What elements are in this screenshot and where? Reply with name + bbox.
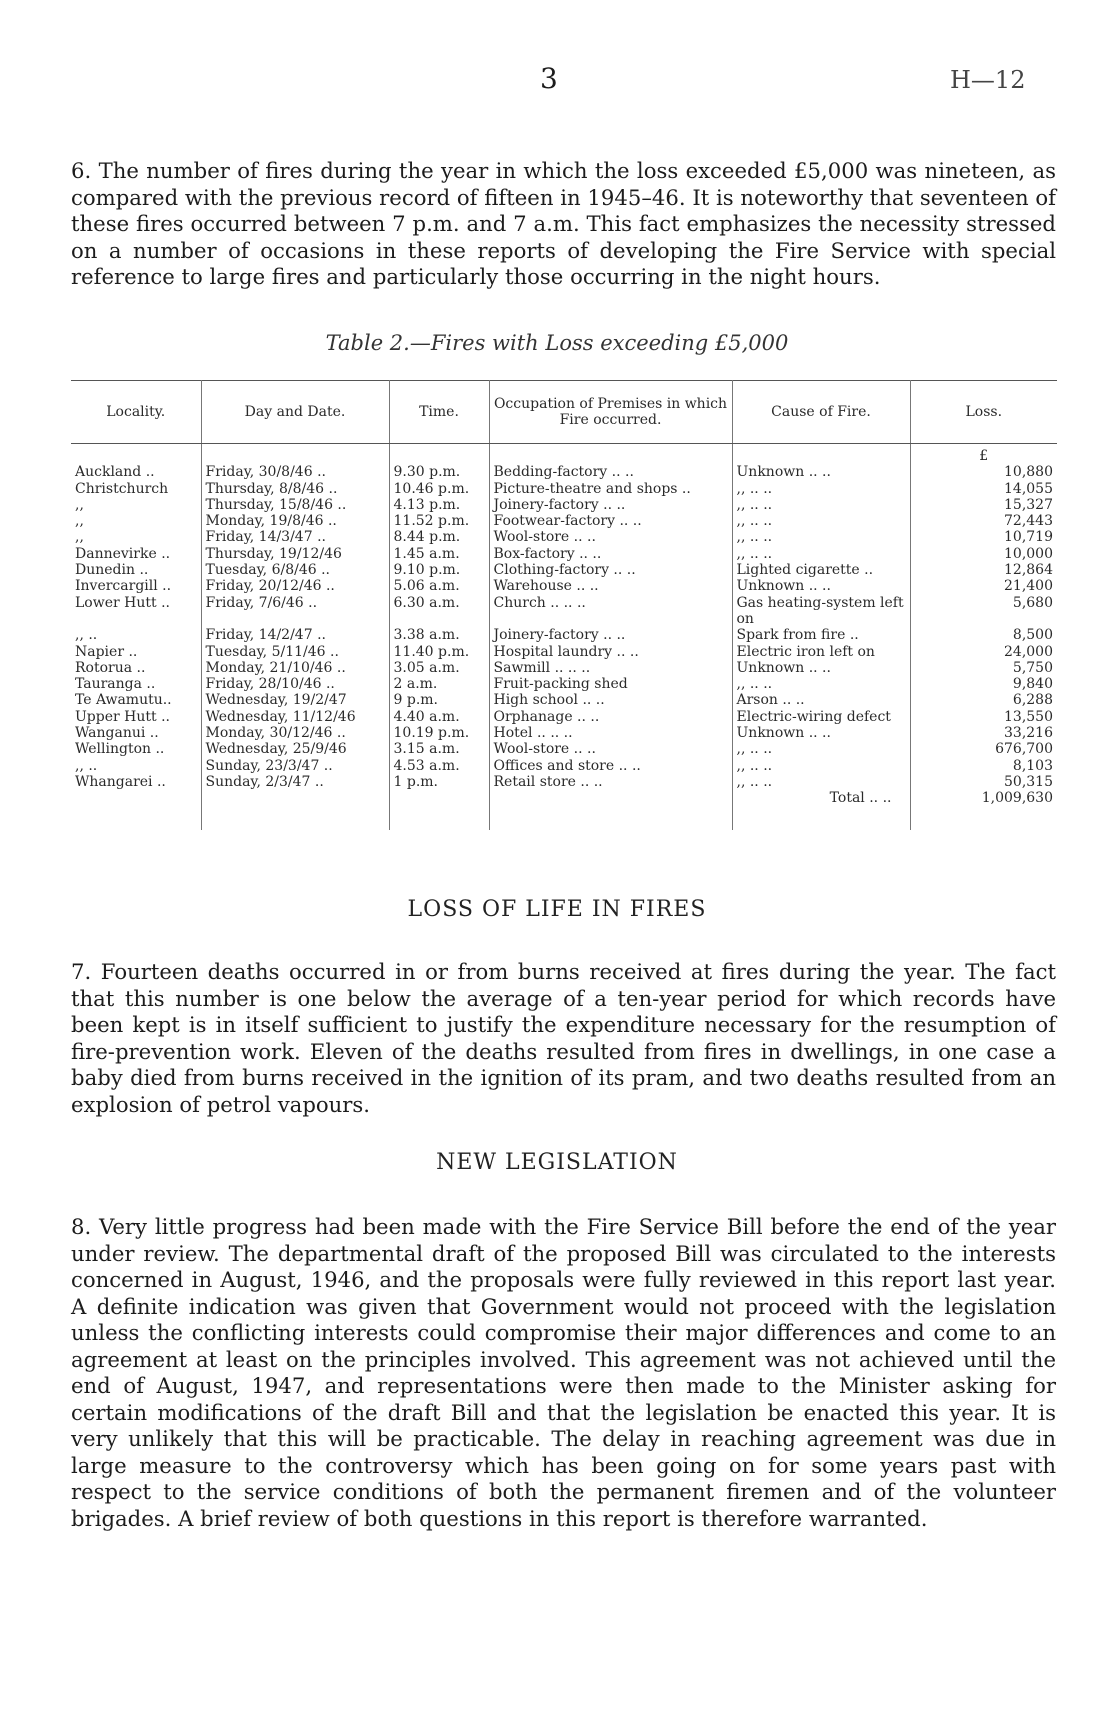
cell-date: Friday, 20/12/46 .. [201,578,389,594]
cell-time: 11.40 p.m. [389,644,489,660]
cell-occupation: Bedding-factory .. .. [489,464,732,480]
cell-cause: Gas heating-system left on [732,595,910,628]
currency-symbol: £ [910,444,1057,465]
cell-locality: Upper Hutt .. [75,708,170,725]
page-number: 3 [540,62,558,95]
cell-locality: Wellington .. [75,741,165,758]
cell-locality: Invercargill .. [75,578,172,595]
currency-row [71,444,1057,465]
header-cause: Cause of Fire. [732,381,910,444]
cell-cause: ,, .. .. [732,758,910,774]
cell-date: Friday, 7/6/46 .. [201,595,389,628]
table-row [71,741,1057,757]
cell-time: 4.53 a.m. [389,758,489,774]
cell-cause: Unknown .. .. [732,725,910,741]
cell-date: Thursday, 19/12/46 [201,546,389,562]
cell-loss: 5,750 [910,660,1057,676]
cell-loss: 10,000 [910,546,1057,562]
cell-occupation: Joinery-factory .. .. [489,497,732,513]
table-row [71,481,1057,497]
cell-loss: 676,700 [910,741,1057,757]
cell-time: 9.10 p.m. [389,562,489,578]
cell-date: Sunday, 2/3/47 .. [201,774,389,790]
cell-occupation: Sawmill .. .. .. [489,660,732,676]
cell-loss: 12,864 [910,562,1057,578]
cell-time: 3.15 a.m. [389,741,489,757]
cell-locality: ,, [75,496,84,513]
cell-loss: 8,500 [910,627,1057,643]
cell-occupation: Orphanage .. .. [489,709,732,725]
table-row [71,660,1057,676]
cell-cause: Unknown .. .. [732,464,910,480]
cell-date: Wednesday, 19/2/47 [201,692,389,708]
cell-locality: Tauranga .. [75,676,156,693]
table-row [71,529,1057,545]
total-row [71,790,1057,830]
table-caption: Table 2.—Fires with Loss exceeding £5,000 [325,331,789,355]
cell-loss: 6,288 [910,692,1057,708]
cell-time: 6.30 a.m. [389,595,489,628]
table-row [71,644,1057,660]
cell-time: 4.13 p.m. [389,497,489,513]
table-row [71,546,1057,562]
table-row [71,758,1057,774]
cell-time: 2 a.m. [389,676,489,692]
cell-cause: ,, .. .. [732,741,910,757]
cell-locality: Rotorua .. [75,659,146,676]
cell-date: Monday, 30/12/46 .. [201,725,389,741]
cell-locality: Dannevirke .. [75,545,171,562]
cell-cause: Electric iron left on [732,644,910,660]
table-row [71,774,1057,790]
cell-occupation: Picture-theatre and shops .. [489,481,732,497]
cell-locality: Dunedin .. [75,562,149,579]
header-time: Time. [389,381,489,444]
cell-locality: Christchurch [75,480,169,497]
header-loss: Loss. [910,381,1057,444]
cell-locality: Napier .. [75,643,138,660]
cell-date: Tuesday, 5/11/46 .. [201,644,389,660]
paragraph-6: 6. The number of fires during the year in which the loss exceeded £5,000 was nineteen, as compared with the previous record of fifteen in 1945–46. It is noteworthy that seventeen of these fires occurred between 7 p.m. and 7 a.m. This fact emphasizes the necessity stressed on a number of occasions in these reports of developing the Fire Service with special reference to large fires and particularly those occurring in the night hours. [71,158,1056,290]
cell-occupation: Hotel .. .. .. [489,725,732,741]
cell-loss: 33,216 [910,725,1057,741]
document-code: H—12 [950,66,1026,94]
cell-loss: 8,103 [910,758,1057,774]
table-row [71,497,1057,513]
cell-cause: ,, .. .. [732,774,910,790]
cell-time: 1.45 a.m. [389,546,489,562]
cell-time: 1 p.m. [389,774,489,790]
table-row [71,513,1057,529]
cell-cause: Arson .. .. [732,692,910,708]
cell-date: Monday, 19/8/46 .. [201,513,389,529]
cell-cause: Unknown .. .. [732,578,910,594]
cell-date: Friday, 28/10/46 .. [201,676,389,692]
table-row [71,725,1057,741]
heading-loss-of-life: LOSS OF LIFE IN FIRES [407,897,707,922]
cell-time: 4.40 a.m. [389,709,489,725]
cell-loss: 21,400 [910,578,1057,594]
table-row [71,595,1057,628]
cell-date: Wednesday, 11/12/46 [201,709,389,725]
table-row [71,627,1057,643]
table-row [71,562,1057,578]
cell-loss: 9,840 [910,676,1057,692]
cell-loss: 15,327 [910,497,1057,513]
cell-locality: ,, .. [75,757,98,774]
cell-occupation: Hospital laundry .. .. [489,644,732,660]
cell-loss: 24,000 [910,644,1057,660]
cell-occupation: Retail store .. .. [489,774,732,790]
cell-locality: Te Awamutu.. [75,692,172,709]
cell-date: Thursday, 8/8/46 .. [201,481,389,497]
header-locality: Locality. [71,381,201,444]
cell-time: 3.38 a.m. [389,627,489,643]
cell-cause: Spark from fire .. [732,627,910,643]
cell-occupation: Fruit-packing shed [489,676,732,692]
cell-time: 5.06 a.m. [389,578,489,594]
cell-date: Friday, 14/2/47 .. [201,627,389,643]
table-row [71,578,1057,594]
cell-locality: Auckland .. [75,464,155,481]
cell-cause: Lighted cigarette .. [732,562,910,578]
cell-time: 8.44 p.m. [389,529,489,545]
cell-date: Friday, 14/3/47 .. [201,529,389,545]
cell-date: Tuesday, 6/8/46 .. [201,562,389,578]
cell-date: Sunday, 23/3/47 .. [201,758,389,774]
cell-occupation: High school .. .. [489,692,732,708]
table-header-row [71,381,1057,444]
cell-occupation: Joinery-factory .. .. [489,627,732,643]
total-value: 1,009,630 [910,790,1057,830]
table-row [71,692,1057,708]
cell-cause: Electric-wiring defect [732,709,910,725]
cell-occupation: Offices and store .. .. [489,758,732,774]
table-row [71,464,1057,480]
cell-cause: ,, .. .. [732,481,910,497]
cell-time: 10.46 p.m. [389,481,489,497]
cell-cause: ,, .. .. [732,529,910,545]
fires-table [71,380,1057,830]
cell-time: 9 p.m. [389,692,489,708]
cell-date: Monday, 21/10/46 .. [201,660,389,676]
cell-occupation: Wool-store .. .. [489,529,732,545]
table-row [71,709,1057,725]
cell-date: Friday, 30/8/46 .. [201,464,389,480]
cell-loss: 5,680 [910,595,1057,628]
cell-cause: ,, .. .. [732,513,910,529]
header-date: Day and Date. [201,381,389,444]
cell-loss: 10,719 [910,529,1057,545]
cell-loss: 50,315 [910,774,1057,790]
cell-cause: ,, .. .. [732,676,910,692]
cell-locality: ,, [75,529,84,546]
cell-locality: Lower Hutt .. [75,594,170,611]
cell-loss: 72,443 [910,513,1057,529]
cell-date: Wednesday, 25/9/46 [201,741,389,757]
cell-locality: Wanganui .. [75,725,159,742]
cell-time: 10.19 p.m. [389,725,489,741]
paragraph-7: 7. Fourteen deaths occurred in or from burns received at fires during the year. The fact that this number is one below the average of a ten-year period for which records have been kept is in itself sufficient to justify the expenditure necessary for the resumption of fire-prevention work. Eleven of the deaths resulted from fires in dwellings, in one case a baby died from burns received in the ignition of its pram, and two deaths resulted from an explosion of petrol vapours. [71,959,1056,1117]
cell-loss: 13,550 [910,709,1057,725]
cell-time: 9.30 p.m. [389,464,489,480]
cell-occupation: Footwear-factory .. .. [489,513,732,529]
cell-occupation: Box-factory .. .. [489,546,732,562]
heading-new-legislation: NEW LEGISLATION [436,1150,678,1175]
table-body [71,444,1057,791]
cell-occupation: Wool-store .. .. [489,741,732,757]
header-occupation: Occupation of Premises in which Fire occurred. [489,381,732,444]
table-row [71,676,1057,692]
total-label: Total .. .. [732,790,910,830]
cell-cause: Unknown .. .. [732,660,910,676]
cell-locality: ,, [75,513,84,530]
cell-loss: 10,880 [910,464,1057,480]
cell-occupation: Church .. .. .. [489,595,732,628]
cell-locality: ,, .. [75,627,98,644]
cell-occupation: Warehouse .. .. [489,578,732,594]
cell-cause: ,, .. .. [732,546,910,562]
cell-cause: ,, .. .. [732,497,910,513]
cell-loss: 14,055 [910,481,1057,497]
paragraph-8: 8. Very little progress had been made with the Fire Service Bill before the end of the year under review. The departmental draft of the proposed Bill was circulated to the interests concerned in August, 1946, and the proposals were fully reviewed in this report last year. A definite indication was given that Government would not proceed with the legislation unless the conflicting interests could compromise their major differences and come to an agreement at least on the principles involved. This agreement was not achieved until the end of August, 1947, and representations were then made to the Minister asking for certain modifications of the draft Bill and that the legislation be enacted this year. It is very unlikely that this will be practicable. The delay in reaching agreement was due in large measure to the controversy which has been going on for some years past with respect to the service conditions of both the permanent firemen and of the volunteer brigades. A brief review of both questions in this report is therefore warranted. [71,1214,1056,1531]
cell-locality: Whangarei .. [75,773,166,790]
cell-occupation: Clothing-factory .. .. [489,562,732,578]
cell-date: Thursday, 15/8/46 .. [201,497,389,513]
cell-time: 11.52 p.m. [389,513,489,529]
cell-time: 3.05 a.m. [389,660,489,676]
